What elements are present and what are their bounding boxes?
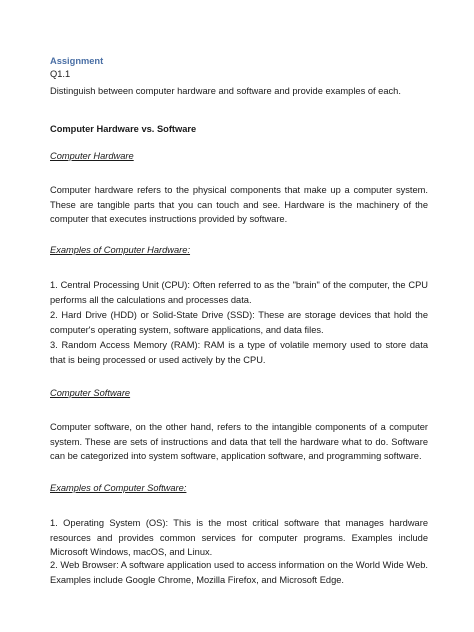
hardware-heading: Computer Hardware — [50, 151, 134, 161]
software-heading: Computer Software — [50, 388, 131, 398]
software-example-1: 1. Operating System (OS): This is the most critical software that manages hardware resources and provides common services for computer programs. Examples include Microsoft Windows, macOS, and Linux. — [50, 518, 428, 557]
section-title: Computer Hardware vs. Software — [50, 124, 197, 134]
question-number: Q1.1 — [50, 69, 71, 79]
assignment-label: Assignment — [50, 56, 104, 66]
question-prompt: Distinguish between computer hardware and software and provide examples of each. — [50, 86, 401, 96]
hardware-example-3: 3. Random Access Memory (RAM): RAM is a type of volatile memory used to store data that is being processed or used actively by the CPU. — [50, 340, 428, 365]
software-definition: Computer software, on the other hand, refers to the intangible components of a computer system. These are sets of instructions and data that tell the hardware what to do. Software can be categorized into system software, application software, and programming software. — [50, 422, 428, 461]
software-examples-heading: Examples of Computer Software: — [50, 483, 187, 493]
hardware-definition: Computer hardware refers to the physical components that make up a computer system. These are tangible parts that you can touch and see. Hardware is the machinery of the computer that executes instructions provided by software. — [50, 185, 428, 224]
software-example-2: 2. Web Browser: A software application used to access information on the World Wide Web. Examples include Google Chrome, Mozilla Firefox, and Microsoft Edge. — [50, 560, 428, 585]
hardware-example-2: 2. Hard Drive (HDD) or Solid-State Drive (SSD): These are storage devices that hold the computer's operating system, software applications, and data files. — [50, 310, 428, 335]
hardware-examples-heading: Examples of Computer Hardware: — [50, 245, 191, 255]
hardware-example-1: 1. Central Processing Unit (CPU): Often referred to as the "brain" of the computer, the CPU performs all the calculations and processes data. — [50, 280, 428, 305]
